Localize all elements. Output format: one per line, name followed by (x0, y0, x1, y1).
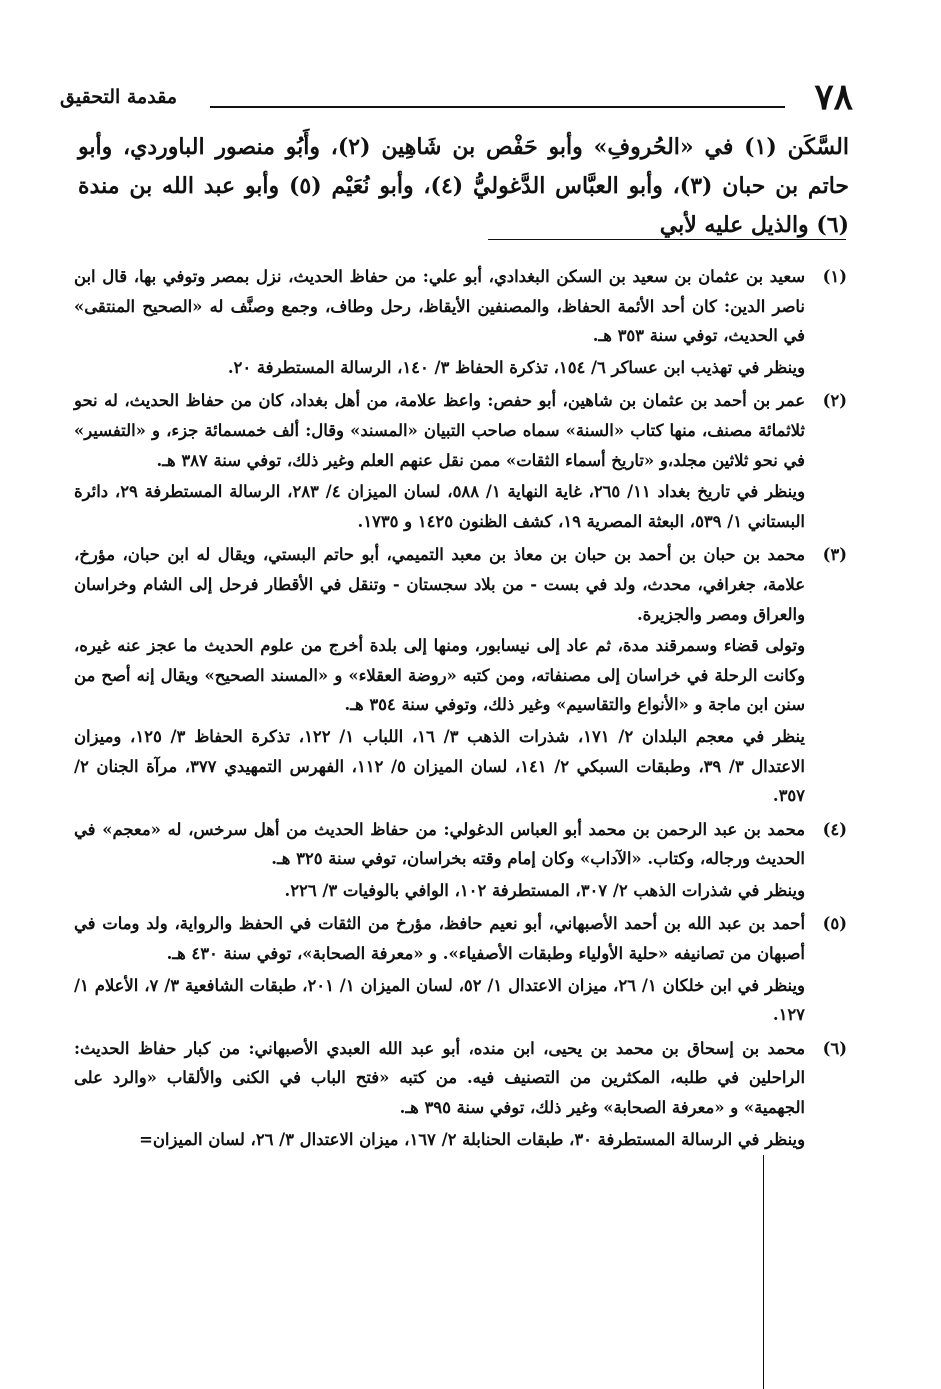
footnote-text: محمد بن إسحاق بن محمد بن يحيى، ابن منده، أبو عبد الله العبدي الأصبهاني: من كبار حفاظ الحديث: الراحلين في طلبه، المكثرين من التصنيف فيه. من كتبه «فتح الباب في الكنى والألقاب «والرد على الجهمية» و «معرفة الصحابة» وغير ذلك، توفي سنة ٣٩٥ هـ. (74, 1038, 805, 1118)
footnote-references: وينظر في تهذيب ابن عساكر ٦/ ١٥٤، تذكرة الحفاظ ٣/ ١٤٠، الرسالة المستطرفة ٢٠. (227, 357, 805, 377)
footnote-text: محمد بن حبان بن أحمد بن حبان بن معاذ بن معبد التميمي، أبو حاتم البستي، ويقال له ابن حبان، مؤرخ، علامة، جغرافي، محدث، ولد في بست - من بلاد سجستان - وتنقل في الأقطار فرحل إلى الشام وخراسان والعراق ومصر والجزيرة. (74, 545, 805, 624)
footnote-number: (١) (822, 267, 847, 286)
scan-margin-line (763, 1155, 764, 1389)
footnote-references: وينظر في ابن خلكان ١/ ٢٦، ميزان الاعتدال ١/ ٥٢، لسان الميزان ١/ ٢٠١، طبقات الشافعية ٣/ ٧، الأعلام ١/ ١٢٧. (74, 975, 805, 1025)
footnote-4 (74, 815, 847, 906)
footnote-text: سعيد بن عثمان بن سعيد بن السكن البغدادي، أبو علي: من حفاظ الحديث، نزل بمصر وتوفي بها، قال ابن ناصر الدين: كان أحد الأئمة الحفاظ، والمصنفين الأيقاظ، رحل وطاف، وجمع وصنَّف له «الصحيح المنتقى» في الحديث، توفي سنة ٣٥٣ هـ. (74, 267, 805, 346)
footnote-text: وتولى قضاء وسمرقند مدة، ثم عاد إلى نيسابور، ومنها إلى بلدة أخرج من علوم الحديث ما عجز عنه غيره، وكانت الرحلة في خراسان إلى مصنفاته، ومن كتبه «روضة العقلاء» و «المسند الصحيح» ويقال إنه أصح من سنن ابن ماجة و «الأنواع والتقاسيم» وغير ذلك، وتوفي سنة ٣٥٤ هـ. (74, 636, 805, 715)
footnote-references: وينظر في الرسالة المستطرفة ٣٠، طبقات الحنابلة ٢/ ١٦٧، ميزان الاعتدال ٣/ ٢٦، لسان الميزان= (139, 1129, 805, 1149)
footnotes (74, 262, 847, 1154)
footnote-references: وينظر في تاريخ بغداد ١١/ ٢٦٥، غاية النهاية ١/ ٥٨٨، لسان الميزان ٤/ ٢٨٣، الرسالة المستطرفة ٢٩، دائرة البستاني ١/ ٥٣٩، البعثة المصرية ١٩، كشف الظنون ١٤٢٥ و ١٧٣٥. (74, 482, 806, 531)
footnote-number: (٣) (822, 545, 847, 565)
footnote-text: أحمد بن عبد الله بن أحمد الأصبهاني، أبو نعيم حافظ، مؤرخ من الثقات في الحفظ والرواية، ولد ومات في أصبهان من تصانيفه «حلية الأولياء وطبقات الأصفياء». و «معرفة الصحابة»، توفي سنة ٤٣٠ هـ. (74, 914, 805, 964)
footnote-text: محمد بن عبد الرحمن بن محمد أبو العباس الدغولي: من حفاظ الحديث من أهل سرخس، له «معجم» في الحديث ورجاله، وكتاب. «الآداب» وكان إمام وقته بخراسان، توفي سنة ٣٢٥ هـ. (74, 819, 805, 869)
footnote-references: ينظر في معجم البلدان ٢/ ١٧١، شذرات الذهب ٣/ ١٦، اللباب ١/ ١٢٢، تذكرة الحفاظ ٣/ ١٢٥، وميزان الاعتدال ٣/ ٣٩، وطبقات السبكي ٢/ ١٤١، لسان الميزان ٥/ ١١٢، الفهرس التمهيدي ٣٧٧، مرآة الجنان ٢/ ٣٥٧. (74, 726, 805, 806)
main-paragraph: السَّكَن (١) في «الحُروفِ» وأبو حَفْص بن شَاهِين (٢)، وأَبُو منصور الباوردي، وأبو حاتم بن حبان (٣)، وأبو العبَّاس الدَّغوليُّ (٤)، وأبو نُعَيْم (٥) وأبو عبد الله بن مندة (٦) والذيل عليه لأبي (78, 134, 850, 238)
footnote-number: (٥) (822, 914, 847, 934)
footnote-5 (74, 909, 847, 1029)
footnote-text: عمر بن أحمد بن عثمان بن شاهين، أبو حفص: واعظ علامة، من أهل بغداد، كان من حفاظ الحديث، له نحو ثلاثمائة مصنف، منها كتاب «السنة» سماه صاحب التبيان «المسند» وقال: ألف خمسمائة جزء، و «التفسير» في نحو ثلاثين مجلد،و «تاريخ أسماء الثقات» ممن نقل عنهم العلم وغير ذلك، توفي سنة ٣٨٧ هـ. (74, 391, 805, 470)
section-title: مقدمة التحقيق (60, 86, 177, 108)
page-header (60, 76, 853, 116)
footnote-separator (488, 239, 846, 240)
footnote-1 (74, 262, 847, 382)
footnote-references: وينظر في شذرات الذهب ٢/ ٣٠٧، المستطرفة ١٠٢، الوافي بالوفيات ٣/ ٢٢٦. (284, 880, 805, 900)
footnote-number: (٤) (822, 819, 847, 839)
footnote-6 (74, 1034, 847, 1154)
footnote-3 (74, 540, 847, 810)
footnote-number: (٦) (822, 1038, 847, 1058)
footnote-2 (74, 386, 847, 536)
footnote-number: (٢) (822, 391, 847, 411)
page-number: ٧٨ (814, 76, 853, 118)
main-text (78, 128, 849, 245)
header-rule (210, 106, 785, 108)
